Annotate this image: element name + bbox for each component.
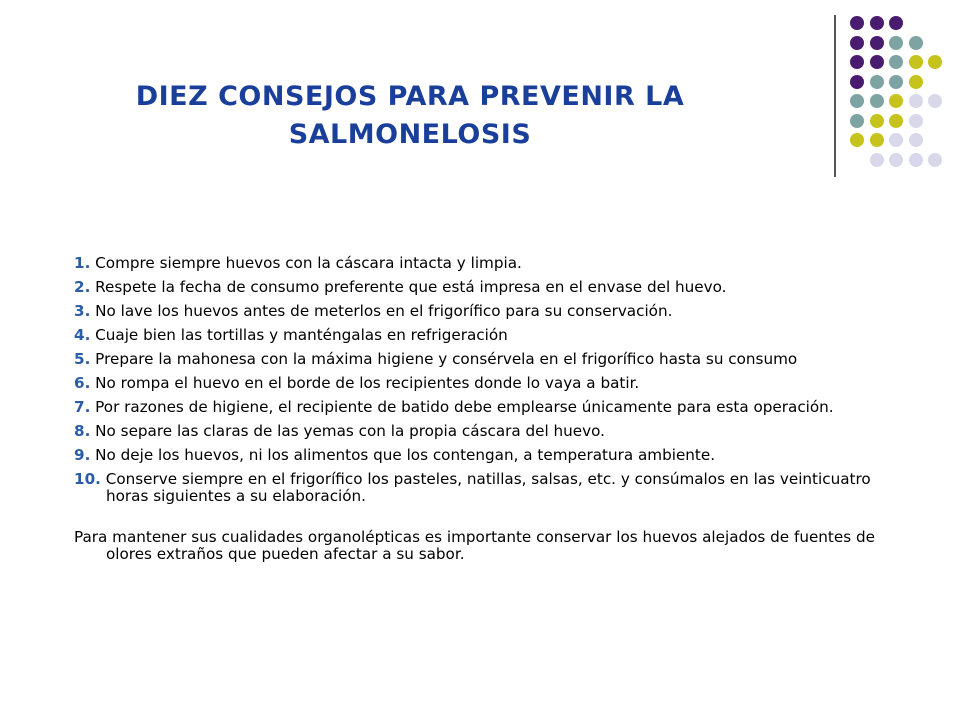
tip-number: 4.: [74, 326, 91, 344]
decorative-dot: [850, 36, 864, 50]
tip-text: Conserve siempre en el frigorífico los pasteles, natillas, salsas, etc. y consúmalos en las veinticuatro horas siguientes a su elaboración.: [105, 470, 871, 505]
tip-number: 6.: [74, 374, 91, 392]
slide-body: [74, 255, 904, 563]
tip-number: 5.: [74, 350, 91, 368]
tip-text: Prepare la mahonesa con la máxima higiene y consérvela en el frigorífico hasta su consumo: [95, 350, 798, 368]
decorative-dot: [850, 16, 864, 30]
tip-item: [74, 399, 904, 416]
decorative-dot: [870, 36, 884, 50]
tip-number: 1.: [74, 254, 91, 272]
tip-number: 10.: [74, 470, 101, 488]
decorative-dot: [870, 75, 884, 89]
decorative-dot: [850, 94, 864, 108]
decorative-dot: [870, 153, 884, 167]
tip-item: [74, 327, 904, 344]
tip-item: [74, 351, 904, 368]
tip-number: 3.: [74, 302, 91, 320]
decorative-dot: [889, 114, 903, 128]
tip-item: [74, 255, 904, 272]
decorative-dot: [909, 94, 923, 108]
decorative-dot: [850, 55, 864, 69]
tip-number: 9.: [74, 446, 91, 464]
tip-item: [74, 375, 904, 392]
decorative-dot: [889, 94, 903, 108]
decorative-dot: [889, 55, 903, 69]
tip-text: Respete la fecha de consumo preferente que está impresa en el envase del huevo.: [95, 278, 727, 296]
decorative-vertical-line: [834, 15, 836, 177]
tip-number: 2.: [74, 278, 91, 296]
tip-text: Cuaje bien las tortillas y manténgalas en refrigeración: [95, 326, 508, 344]
decorative-dot: [928, 153, 942, 167]
tip-item: [74, 471, 904, 505]
decorative-dot: [870, 114, 884, 128]
decorative-dot: [909, 75, 923, 89]
closing-paragraph: Para mantener sus cualidades organolépticas es importante conservar los huevos alejados de fuentes de olores extraños que pueden afectar a su sabor.: [74, 528, 875, 563]
decorative-dot: [889, 153, 903, 167]
tip-text: No lave los huevos antes de meterlos en el frigorífico para su conservación.: [95, 302, 673, 320]
decorative-dot: [870, 94, 884, 108]
tip-text: No separe las claras de las yemas con la propia cáscara del huevo.: [95, 422, 605, 440]
decorative-dot: [889, 36, 903, 50]
tip-text: No deje los huevos, ni los alimentos que los contengan, a temperatura ambiente.: [95, 446, 716, 464]
decorative-dot: [850, 114, 864, 128]
title-line-2: SALMONELOSIS: [288, 119, 532, 150]
tip-item: [74, 303, 904, 320]
decorative-dot: [909, 114, 923, 128]
tip-number: 7.: [74, 398, 91, 416]
decorative-dot: [870, 55, 884, 69]
decorative-dot: [889, 75, 903, 89]
decorative-dot: [850, 75, 864, 89]
decorative-dot: [928, 55, 942, 69]
decorative-dot: [889, 16, 903, 30]
tip-item: [74, 279, 904, 296]
decorative-dot: [870, 16, 884, 30]
title-line-1: DIEZ CONSEJOS PARA PREVENIR LA: [135, 81, 685, 112]
decorative-dot: [909, 153, 923, 167]
decorative-dot: [850, 133, 864, 147]
tip-number: 8.: [74, 422, 91, 440]
decorative-dot: [909, 36, 923, 50]
decorative-dot: [889, 133, 903, 147]
tip-text: Por razones de higiene, el recipiente de batido debe emplearse únicamente para esta operación.: [95, 398, 834, 416]
decorative-dot: [870, 133, 884, 147]
tips-list: [74, 255, 904, 505]
tip-item: [74, 447, 904, 464]
tip-text: Compre siempre huevos con la cáscara intacta y limpia.: [95, 254, 522, 272]
decorative-dot: [909, 55, 923, 69]
decorative-dot: [909, 133, 923, 147]
tip-item: [74, 423, 904, 440]
slide-title: [60, 78, 760, 154]
decorative-dot: [928, 94, 942, 108]
tip-text: No rompa el huevo en el borde de los recipientes donde lo vaya a batir.: [95, 374, 640, 392]
